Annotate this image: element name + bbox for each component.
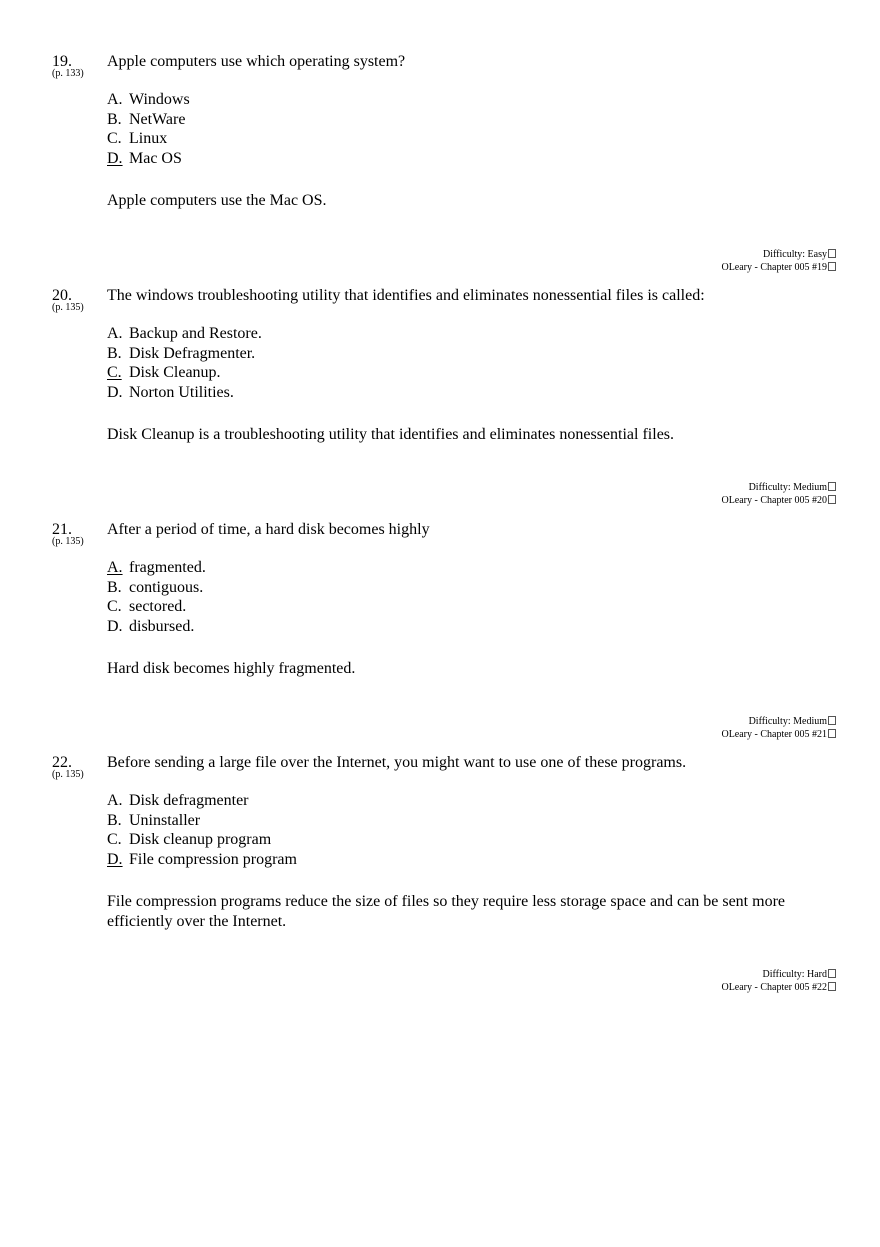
option-d (107, 617, 206, 637)
reference: OLeary - Chapter 005 #22 (721, 982, 827, 993)
page-reference: (p. 135) (52, 302, 84, 313)
placeholder-glyph-icon (828, 729, 836, 738)
question-meta (721, 968, 836, 994)
option-c (107, 597, 206, 617)
option-b (107, 811, 297, 831)
option-letter: A. (107, 325, 123, 342)
option-text: Norton Utilities. (129, 383, 234, 401)
option-letter: B. (107, 578, 122, 596)
placeholder-glyph-icon (828, 969, 836, 978)
question-meta (721, 715, 836, 741)
placeholder-glyph-icon (828, 495, 836, 504)
explanation: Apple computers use the Mac OS. (107, 192, 327, 209)
placeholder-glyph-icon (828, 982, 836, 991)
question-number: 21. (52, 521, 72, 538)
option-a (107, 791, 297, 811)
option-text: Disk defragmenter (129, 792, 249, 809)
answer-options (107, 791, 297, 869)
option-text: Windows (129, 91, 190, 108)
difficulty-line (721, 481, 836, 494)
reference-line (721, 261, 836, 274)
option-text: Uninstaller (129, 811, 201, 829)
option-letter: B. (107, 344, 122, 362)
option-letter: C. (107, 598, 122, 615)
option-d (107, 850, 297, 870)
correct-option-letter: A. (107, 559, 123, 576)
placeholder-glyph-icon (828, 262, 836, 271)
reference-line (721, 494, 836, 507)
answer-options (107, 90, 190, 168)
explanation: File compression programs reduce the size of files so they require less storage space and can be sent more efficiently over the Internet. (107, 893, 785, 930)
question-text: Apple computers use which operating system? (107, 53, 406, 70)
option-text: disbursed. (129, 617, 195, 635)
option-letter: D. (107, 617, 123, 635)
option-text: Backup and Restore. (129, 325, 262, 342)
option-text: Disk cleanup program (129, 831, 272, 848)
option-a (107, 90, 190, 110)
option-a (107, 324, 262, 344)
explanation: Hard disk becomes highly fragmented. (107, 660, 356, 677)
reference-line (721, 981, 836, 994)
option-text: NetWare (129, 110, 186, 128)
reference: OLeary - Chapter 005 #21 (721, 729, 827, 740)
option-letter: A. (107, 792, 123, 809)
reference: OLeary - Chapter 005 #19 (721, 262, 827, 273)
option-text: Disk Cleanup. (129, 364, 221, 381)
placeholder-glyph-icon (828, 482, 836, 491)
correct-option-letter: C. (107, 364, 122, 381)
option-c (107, 129, 190, 149)
option-letter: A. (107, 91, 123, 108)
option-letter: B. (107, 110, 122, 128)
question-meta (721, 248, 836, 274)
option-b (107, 344, 262, 364)
difficulty-line (721, 248, 836, 261)
correct-option-letter: D. (107, 850, 123, 868)
question-number: 22. (52, 754, 72, 771)
difficulty-line (721, 715, 836, 728)
placeholder-glyph-icon (828, 249, 836, 258)
page-reference: (p. 135) (52, 769, 84, 780)
option-b (107, 578, 206, 598)
option-text: contiguous. (129, 578, 204, 596)
option-text: Mac OS (129, 149, 182, 167)
correct-option-letter: D. (107, 149, 123, 167)
explanation: Disk Cleanup is a troubleshooting utility that identifies and eliminates nonessential files. (107, 426, 675, 443)
option-text: File compression program (129, 850, 297, 868)
question-number: 20. (52, 287, 72, 304)
option-b (107, 110, 190, 130)
answer-options (107, 324, 262, 402)
page-reference: (p. 133) (52, 68, 84, 79)
page-reference: (p. 135) (52, 536, 84, 547)
option-text: Disk Defragmenter. (129, 344, 256, 362)
reference: OLeary - Chapter 005 #20 (721, 495, 827, 506)
question-text: Before sending a large file over the Internet, you might want to use one of these programs. (107, 754, 687, 771)
reference-line (721, 728, 836, 741)
option-text: fragmented. (129, 559, 206, 576)
question-number: 19. (52, 53, 72, 70)
difficulty: Difficulty: Hard (762, 969, 827, 980)
option-text: sectored. (129, 598, 187, 615)
placeholder-glyph-icon (828, 716, 836, 725)
question-meta (721, 481, 836, 507)
option-letter: B. (107, 811, 122, 829)
difficulty-line (721, 968, 836, 981)
option-d (107, 149, 190, 169)
answer-options (107, 558, 206, 636)
option-c (107, 830, 297, 850)
question-text: After a period of time, a hard disk becomes highly (107, 521, 430, 538)
difficulty: Difficulty: Medium (748, 482, 827, 493)
option-c (107, 363, 262, 383)
option-letter: C. (107, 831, 122, 848)
option-d (107, 383, 262, 403)
option-a (107, 558, 206, 578)
difficulty: Difficulty: Medium (748, 716, 827, 727)
question-text: The windows troubleshooting utility that identifies and eliminates nonessential files is called: (107, 287, 705, 304)
difficulty: Difficulty: Easy (763, 249, 827, 260)
option-letter: C. (107, 130, 122, 147)
option-letter: D. (107, 383, 123, 401)
option-text: Linux (129, 130, 168, 147)
